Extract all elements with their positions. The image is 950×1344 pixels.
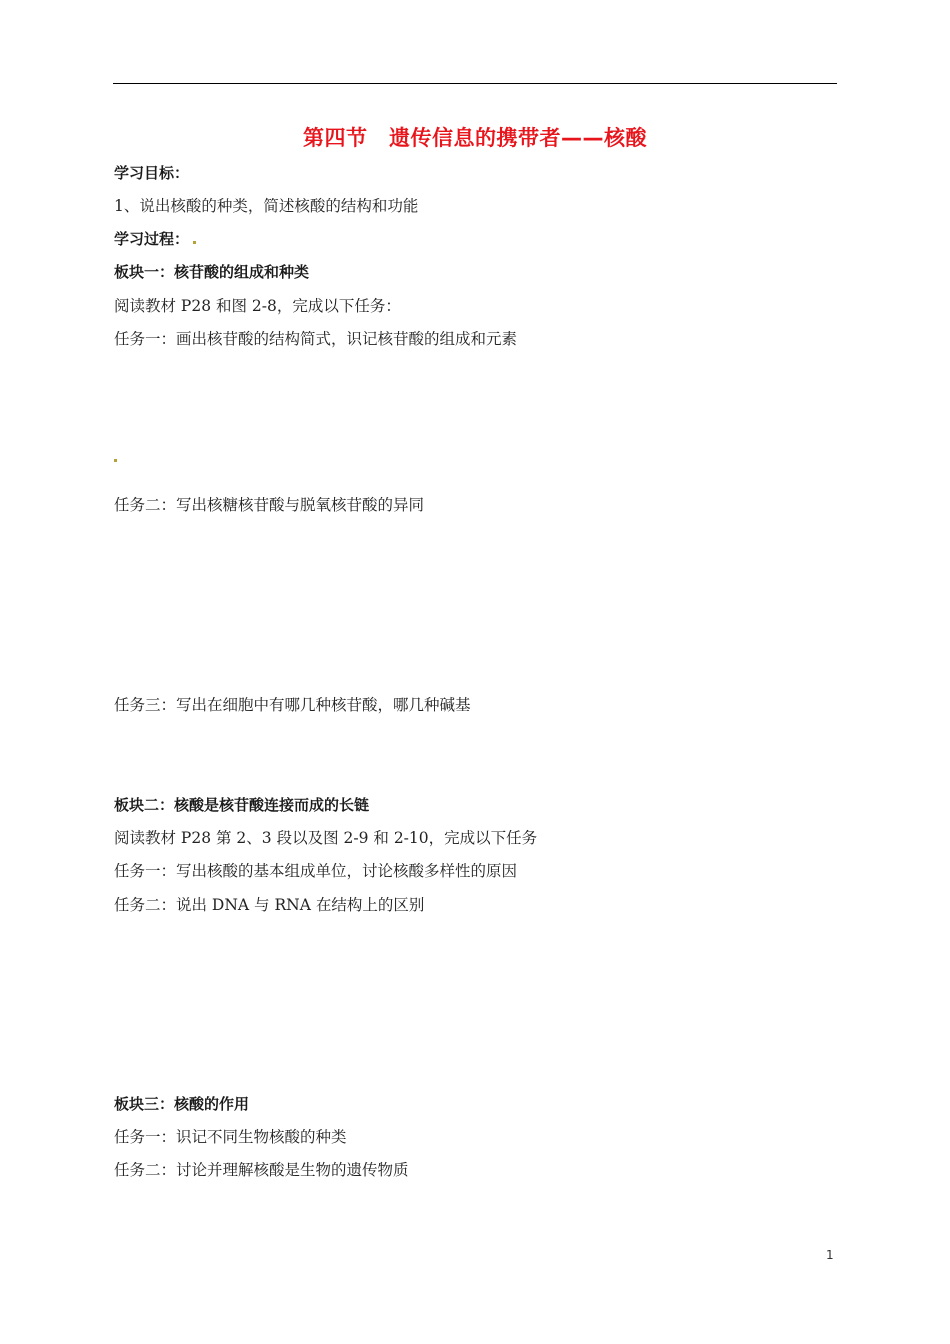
stray-dot (193, 241, 196, 244)
module2-reading-instruction: 阅读教材 P28 第 2、3 段以及图 2-9 和 2-10，完成以下任务 (114, 829, 538, 847)
page-number: 1 (826, 1248, 834, 1262)
module2-task-2: 任务二：说出 DNA 与 RNA 在结构上的区别 (114, 896, 425, 914)
objectives-heading: 学习目标： (114, 164, 190, 182)
module1-task-2: 任务二：写出核糖核苷酸与脱氧核苷酸的异同 (114, 496, 425, 514)
module3-heading: 板块三：核酸的作用 (114, 1095, 250, 1113)
process-heading-text: 学习过程： (114, 230, 190, 248)
module1-heading: 板块一：核苷酸的组成和种类 (114, 263, 310, 281)
header-rule (113, 83, 837, 84)
objective-item-1: 1、说出核酸的种类，简述核酸的结构和功能 (114, 197, 419, 215)
module3-task-2: 任务二：讨论并理解核酸是生物的遗传物质 (114, 1161, 409, 1179)
module1-task-3: 任务三：写出在细胞中有哪几种核苷酸，哪几种碱基 (114, 696, 471, 714)
module2-heading: 板块二：核酸是核苷酸连接而成的长链 (114, 796, 370, 814)
module1-task-1: 任务一：画出核苷酸的结构简式，识记核苷酸的组成和元素 (114, 330, 518, 348)
module3-task-1: 任务一：识记不同生物核酸的种类 (114, 1128, 347, 1146)
page-title: 第四节 遗传信息的携带者——核酸 (303, 126, 647, 150)
module2-task-1: 任务一：写出核酸的基本组成单位，讨论核酸多样性的原因 (114, 862, 518, 880)
module1-reading-instruction: 阅读教材 P28 和图 2-8，完成以下任务： (114, 297, 401, 315)
process-heading (114, 229, 196, 249)
stray-dot (114, 459, 117, 462)
